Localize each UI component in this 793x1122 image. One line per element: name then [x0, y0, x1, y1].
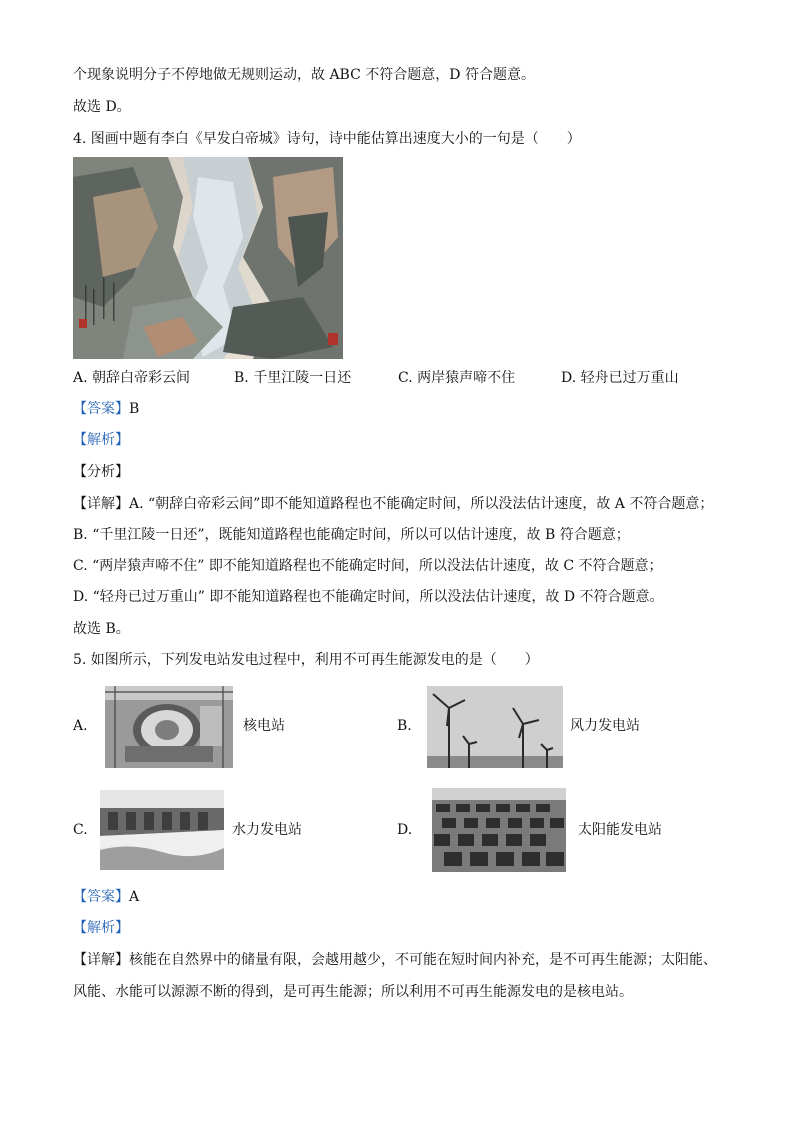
q4-option-b: B. 千里江陵一日还	[234, 370, 352, 386]
answer-value: B	[129, 401, 140, 417]
detail-tag: 【详解】	[73, 496, 129, 512]
q5-option-a-label: 核电站	[243, 718, 285, 734]
detail-5-text-1: 核能在自然界中的储量有限，会越用越少，不可能在短时间内补充，是不可再生能源；太阳能、	[129, 952, 717, 968]
analysis-tag: 【解析】	[73, 920, 129, 936]
detail-4-a-text: A. “朝辞白帝彩云间”即不能知道路程也不能确定时间，所以没法估计速度，故 A 不符合题意；	[129, 496, 714, 512]
detail-4-b: B. “千里江陵一日还”，既能知道路程也能确定时间，所以可以估计速度，故 B 符合题意；	[73, 527, 630, 543]
choose-d-line: 故选 D。	[73, 99, 131, 115]
question-5: 5. 如图所示，下列发电站发电过程中，利用不可再生能源发电的是（ ）	[73, 652, 539, 668]
solar-plant-image	[432, 788, 566, 872]
detail-4-a	[73, 494, 713, 514]
choose-b-line: 故选 B。	[73, 621, 130, 637]
fenxi-tag: 【分析】	[73, 464, 129, 480]
q4-option-a: A. 朝辞白帝彩云间	[73, 370, 191, 386]
nuclear-plant-image	[105, 686, 233, 768]
detail-tag: 【详解】	[73, 952, 129, 968]
q5-option-c-label: 水力发电站	[232, 822, 302, 838]
q5-option-b-label: 风力发电站	[570, 718, 640, 734]
answer-value: A	[129, 889, 140, 905]
question-4: 4. 图画中题有李白《早发白帝城》诗句，诗中能估算出速度大小的一句是（ ）	[73, 131, 581, 147]
continuation-line: 个现象说明分子不停地做无规则运动，故 ABC 不符合题意，D 符合题意。	[73, 67, 535, 83]
q4-option-c: C. 两岸猿声啼不住	[398, 370, 516, 386]
q5-option-a-letter: A.	[73, 718, 88, 734]
q5-option-d-letter: D.	[397, 822, 413, 838]
answer-tag: 【答案】	[73, 889, 129, 905]
hydro-plant-image	[100, 790, 224, 870]
detail-5-line-2: 风能、水能可以源源不断的得到，是可再生能源；所以利用不可再生能源发电的是核电站。	[73, 984, 633, 1000]
q5-option-c-letter: C.	[73, 822, 88, 838]
q5-option-d-label: 太阳能发电站	[578, 822, 662, 838]
answer-4	[73, 399, 139, 419]
detail-5-line-1	[73, 950, 717, 970]
detail-4-c: C. “两岸猿声啼不住” 即不能知道路程也不能确定时间，所以没法估计速度，故 C 不符合题意；	[73, 558, 663, 574]
analysis-tag: 【解析】	[73, 432, 129, 448]
answer-5	[73, 887, 139, 907]
landscape-painting-image	[73, 157, 343, 359]
q4-option-d: D. 轻舟已过万重山	[561, 370, 679, 386]
detail-4-d: D. “轻舟已过万重山” 即不能知道路程也不能确定时间，所以没法估计速度，故 D 不符合题意。	[73, 589, 664, 605]
wind-farm-image	[427, 686, 563, 768]
answer-tag: 【答案】	[73, 401, 129, 417]
q5-option-b-letter: B.	[397, 718, 412, 734]
